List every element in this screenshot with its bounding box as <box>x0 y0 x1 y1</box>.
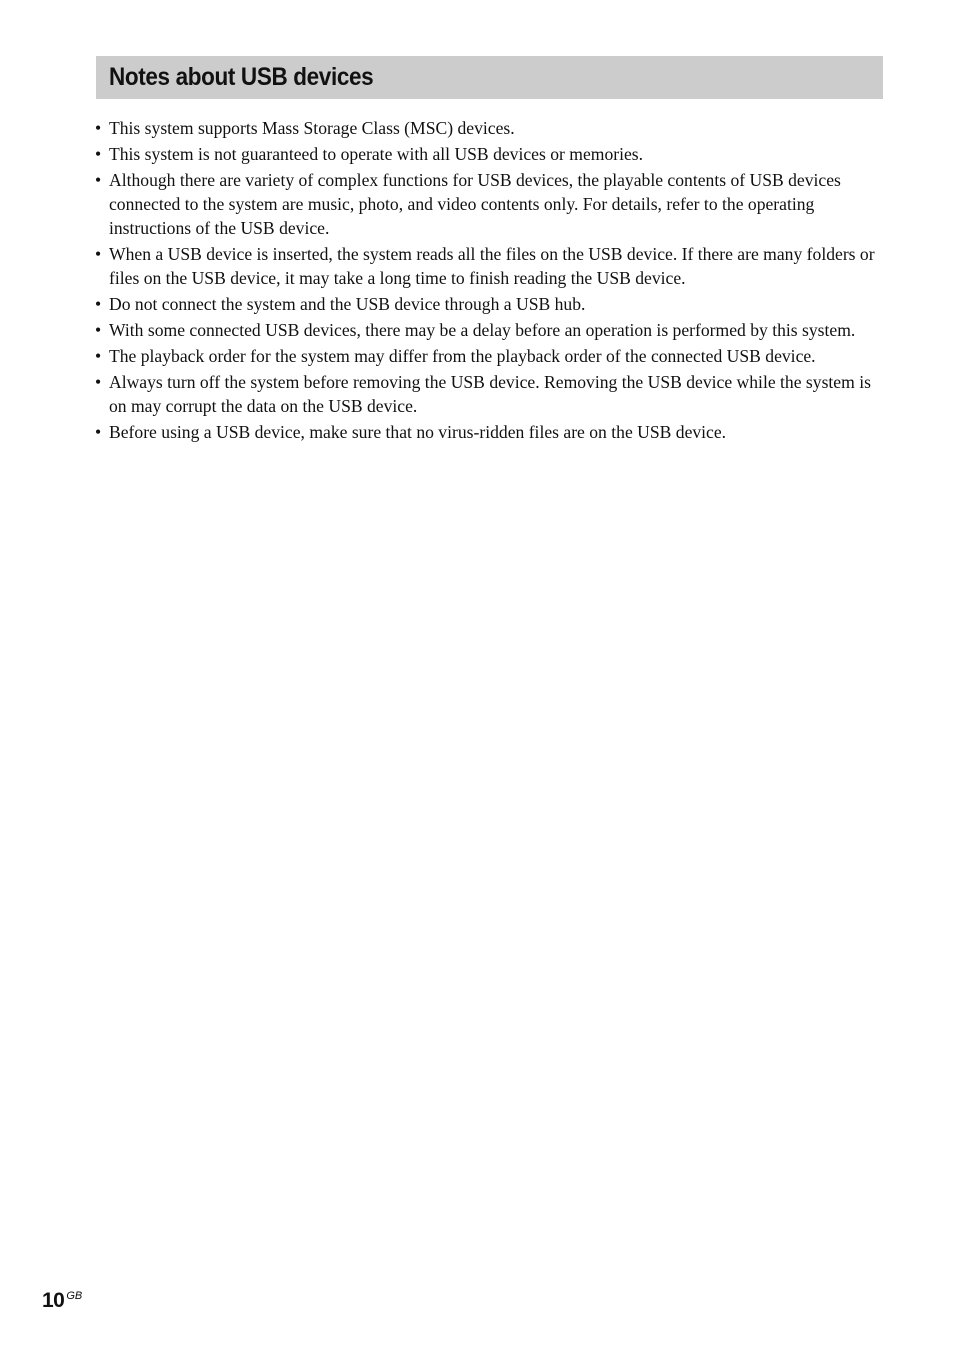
note-text: The playback order for the system may differ from the playback order of the connected USB device. <box>109 346 816 366</box>
page-number <box>42 1283 82 1314</box>
list-item <box>95 318 885 342</box>
note-text: With some connected USB devices, there may be a delay before an operation is performed by this system. <box>109 320 856 340</box>
bullet-icon: • <box>95 372 102 392</box>
note-text: Although there are variety of complex functions for USB devices, the playable contents of USB devices connected to the system are music, photo, and video contents only. For details, refer to the operating instructions of the USB device. <box>109 170 841 238</box>
bullet-icon: • <box>95 118 102 138</box>
bullet-icon: • <box>95 320 102 340</box>
list-item <box>95 116 885 140</box>
list-item <box>95 168 885 240</box>
list-item <box>95 242 885 290</box>
note-text: Before using a USB device, make sure that no virus-ridden files are on the USB device. <box>109 422 727 442</box>
note-text: This system is not guaranteed to operate with all USB devices or memories. <box>109 144 644 164</box>
note-text: When a USB device is inserted, the system reads all the files on the USB device. If there are many folders or files on the USB device, it may take a long time to finish reading the USB device. <box>109 244 875 288</box>
note-text: Always turn off the system before removing the USB device. Removing the USB device while the system is on may corrupt the data on the USB device. <box>109 372 871 416</box>
page-suffix: GB <box>66 1290 83 1302</box>
page-number-value: 10 <box>42 1289 65 1312</box>
bullet-icon: • <box>95 294 102 314</box>
notes-list <box>95 116 885 446</box>
bullet-icon: • <box>95 422 102 442</box>
section-title: Notes about USB devices <box>109 63 374 91</box>
list-item <box>95 142 885 166</box>
list-item <box>95 344 885 368</box>
bullet-icon: • <box>95 170 102 190</box>
section-header <box>96 56 883 99</box>
bullet-icon: • <box>95 144 102 164</box>
note-text: Do not connect the system and the USB device through a USB hub. <box>109 294 586 314</box>
bullet-icon: • <box>95 346 102 366</box>
list-item <box>95 292 885 316</box>
list-item <box>95 370 885 418</box>
note-text: This system supports Mass Storage Class (MSC) devices. <box>109 118 515 138</box>
bullet-icon: • <box>95 244 102 264</box>
list-item <box>95 420 885 444</box>
